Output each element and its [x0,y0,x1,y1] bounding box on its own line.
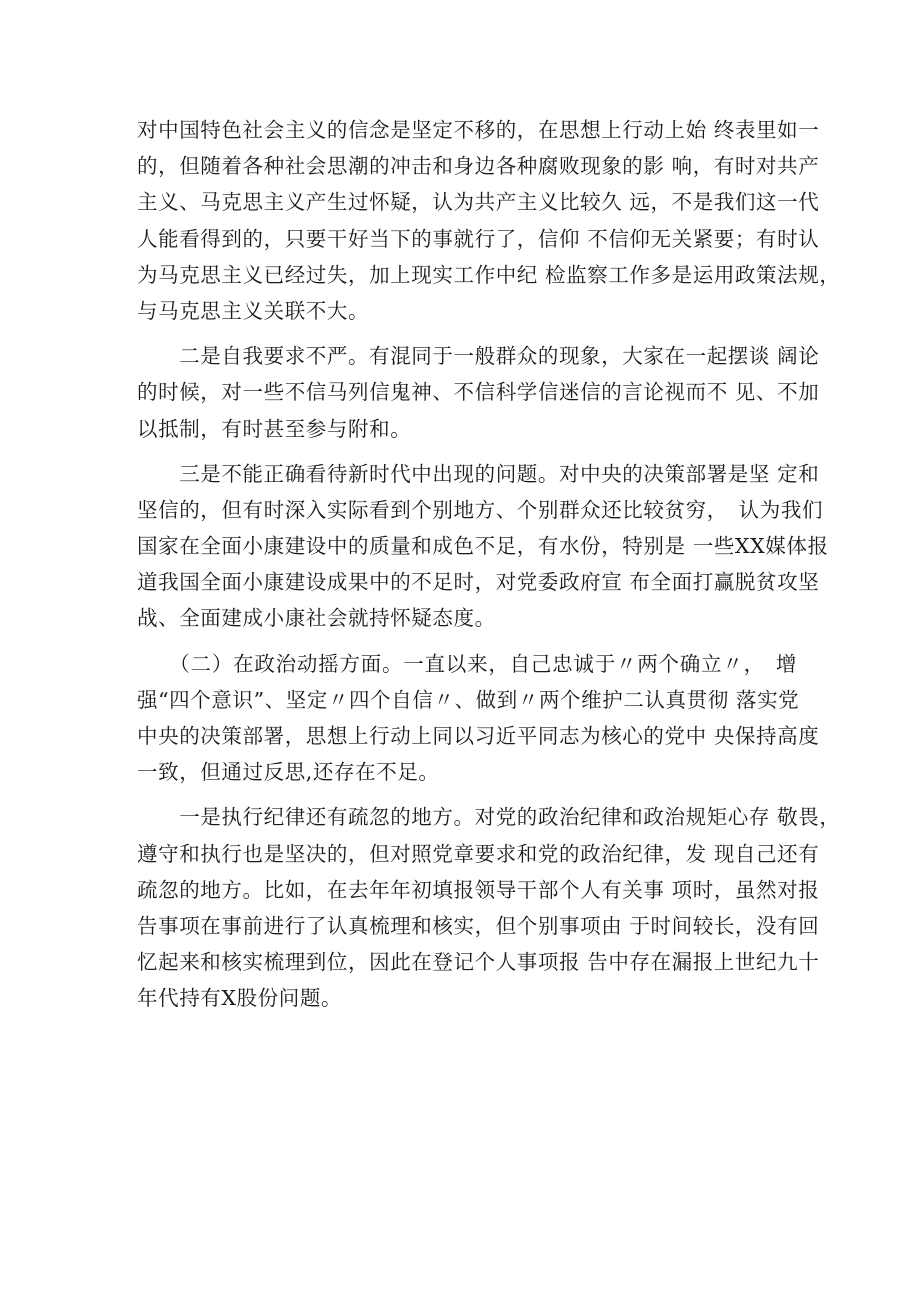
text-line: 人能看得到的，只要干好当下的事就行了，信仰 不信仰无关紧要；有时认 [137,226,820,251]
text-line: 疏忽的地方。比如，在去年年初填报领导干部个人有关事 项时，虽然对报 [137,877,820,902]
text-line: 道我国全面小康建设成果中的不足时，对党委政府宣 布全面打赢脱贫攻坚 [137,570,820,595]
text-line: 与马克思主义关联不大。 [137,298,370,323]
paragraph-faith [137,112,841,329]
text-line: 以抵制，有时甚至参与附和。 [137,416,412,441]
text-line: 的，但随着各种社会思潮的冲击和身边各种腐败现象的影 响，有时对共产 [137,154,820,179]
text-line: 一致，但通过反思,还存在不足。 [137,760,440,785]
text-line: 二是自我要求不严。有混同于一般群众的现象，大家在一起摆谈 阔论 [137,344,820,369]
text-line: 坚信的，但有时深入实际看到个别地方、个别群众还比较贫穷， 认为我们 [137,497,824,522]
text-line: 年代持有X股份问题。 [137,986,343,1011]
text-line: （二）在政治动摇方面。一直以来，自己忠诚于〃两个确立〃， 增 [137,651,797,676]
text-line: 遵守和执行也是坚决的，但对照党章要求和党的政治纪律，发 现自己还有 [137,841,820,866]
text-line: 告事项在事前进行了认真梳理和核实，但个别事项由 于时间较长，没有回 [137,913,820,938]
text-line: 对中国特色社会主义的信念是坚定不移的，在思想上行动上始 终表里如一 [137,118,820,142]
text-line: 的时候，对一些不信马列信鬼神、不信科学信迷信的言论视而不 见、不加 [137,380,820,405]
text-line: 中央的决策部署，思想上行动上同以习近平同志为核心的党中 央保持高度 [137,724,820,748]
text-line: 强“四个意识”、坚定〃四个自信〃、做到〃两个维护二认真贯彻 落实党 [137,687,800,712]
text-line: 忆起来和核实梳理到位，因此在登记个人事项报 告中存在漏报上世纪九十 [137,950,820,975]
paragraph-political-wavering [137,646,820,791]
text-line: 战、全面建成小康社会就持怀疑态度。 [137,606,496,631]
text-line: 主义、马克思主义产生过怀疑，认为共产主义比较久 远，不是我们这一代 [137,190,820,215]
text-line: 三是不能正确看待新时代中出现的问题。对中央的决策部署是坚 定和 [137,461,820,486]
document-body [137,112,841,1017]
text-line: 一是执行纪律还有疏忽的地方。对党的政治纪律和政治规矩心存 敬畏， [137,805,841,830]
text-line: 为马克思主义已经过失，加上现实工作中纪 检监察工作多是运用政策法规， [137,262,841,287]
text-line: 国家在全面小康建设中的质量和成色不足，有水份，特别是 一些XX媒体报 [137,534,829,559]
paragraph-new-era-issues [137,456,829,637]
paragraph-discipline-negligence [137,799,841,1016]
paragraph-self-discipline [137,338,820,447]
